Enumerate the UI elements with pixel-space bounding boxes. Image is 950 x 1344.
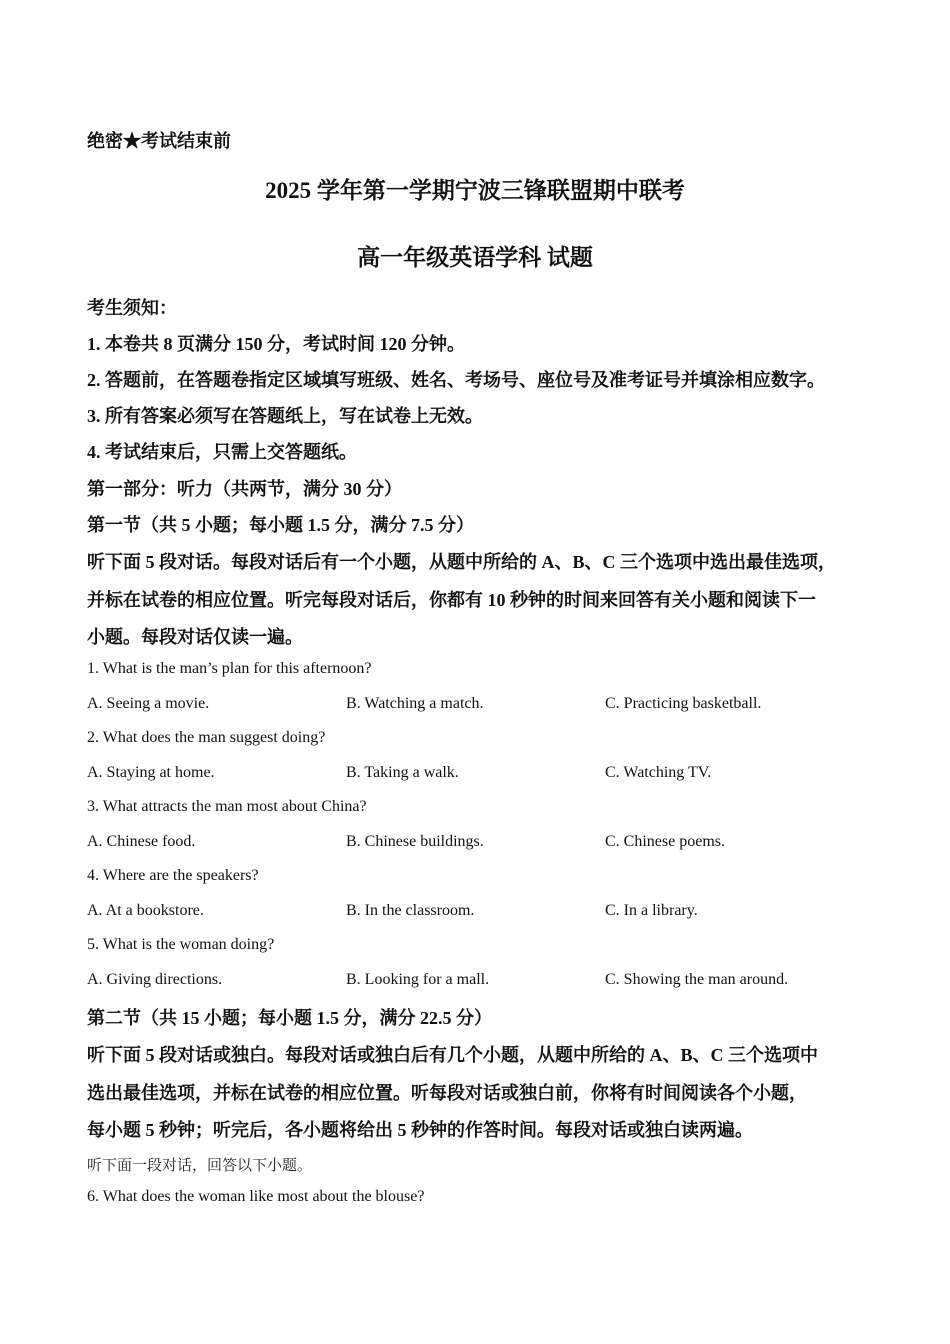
option-c: C. Showing the man around.: [605, 971, 789, 988]
question-text: 4. Where are the speakers?: [87, 867, 259, 884]
option-a: A. Seeing a movie.: [87, 695, 210, 712]
option-b: B. Chinese buildings.: [346, 833, 484, 850]
notice-heading: 考生须知：: [87, 298, 177, 318]
option-b: B. Looking for a mall.: [346, 971, 490, 988]
section2-instruction: 每小题 5 秒钟；听完后，各小题将给出 5 秒钟的作答时间。每段对话或独白读两遍。: [87, 1120, 753, 1140]
option-b: B. Taking a walk.: [346, 764, 459, 781]
option-c: C. Chinese poems.: [605, 833, 725, 850]
option-c: C. Watching TV.: [605, 764, 712, 781]
options-row: [87, 764, 878, 786]
sub-instruction: 听下面一段对话，回答以下小题。: [87, 1156, 313, 1174]
section1-instruction: 小题。每段对话仅读一遍。: [87, 627, 303, 647]
question-text: 3. What attracts the man most about China?: [87, 798, 367, 815]
section1-instruction: 听下面 5 段对话。每段对话后有一个小题，从题中所给的 A、B、C 三个选项中选出最佳选项，: [87, 552, 836, 572]
section1-heading: 第一节（共 5 小题；每小题 1.5 分，满分 7.5 分）: [87, 515, 474, 535]
notice-item: 2. 答题前，在答题卷指定区域填写班级、姓名、考场号、座位号及准考证号并填涂相应数字。: [87, 370, 825, 390]
question-text: 1. What is the man’s plan for this afternoon?: [87, 660, 372, 677]
options-row: [87, 902, 878, 924]
option-a: A. Staying at home.: [87, 764, 215, 781]
part1-heading: 第一部分：听力（共两节，满分 30 分）: [87, 479, 402, 499]
option-a: A. At a bookstore.: [87, 902, 204, 919]
question-text: 5. What is the woman doing?: [87, 936, 275, 953]
exam-title: 2025 学年第一学期宁波三锋联盟期中联考: [265, 178, 685, 203]
notice-item: 1. 本卷共 8 页满分 150 分，考试时间 120 分钟。: [87, 334, 465, 354]
option-a: A. Giving directions.: [87, 971, 223, 988]
exam-subtitle: 高一年级英语学科 试题: [357, 245, 593, 270]
option-b: B. In the classroom.: [346, 902, 475, 919]
option-b: B. Watching a match.: [346, 695, 484, 712]
question-text: 2. What does the man suggest doing?: [87, 729, 326, 746]
option-a: A. Chinese food.: [87, 833, 196, 850]
option-c: C. In a library.: [605, 902, 698, 919]
notice-item: 4. 考试结束后，只需上交答题纸。: [87, 442, 357, 462]
confidential-label: 绝密★考试结束前: [87, 131, 231, 151]
question-text: 6. What does the woman like most about the blouse?: [87, 1188, 425, 1205]
notice-item: 3. 所有答案必须写在答题纸上，写在试卷上无效。: [87, 406, 483, 426]
options-row: [87, 833, 878, 855]
options-row: [87, 695, 878, 717]
section2-instruction: 选出最佳选项，并标在试卷的相应位置。听每段对话或独白前，你将有时间阅读各个小题，: [87, 1083, 807, 1103]
section2-instruction: 听下面 5 段对话或独白。每段对话或独白后有几个小题，从题中所给的 A、B、C 三个选项中: [87, 1045, 818, 1065]
section2-heading: 第二节（共 15 小题；每小题 1.5 分，满分 22.5 分）: [87, 1008, 492, 1028]
section1-instruction: 并标在试卷的相应位置。听完每段对话后，你都有 10 秒钟的时间来回答有关小题和阅读下一: [87, 590, 816, 610]
options-row: [87, 971, 878, 993]
option-c: C. Practicing basketball.: [605, 695, 762, 712]
